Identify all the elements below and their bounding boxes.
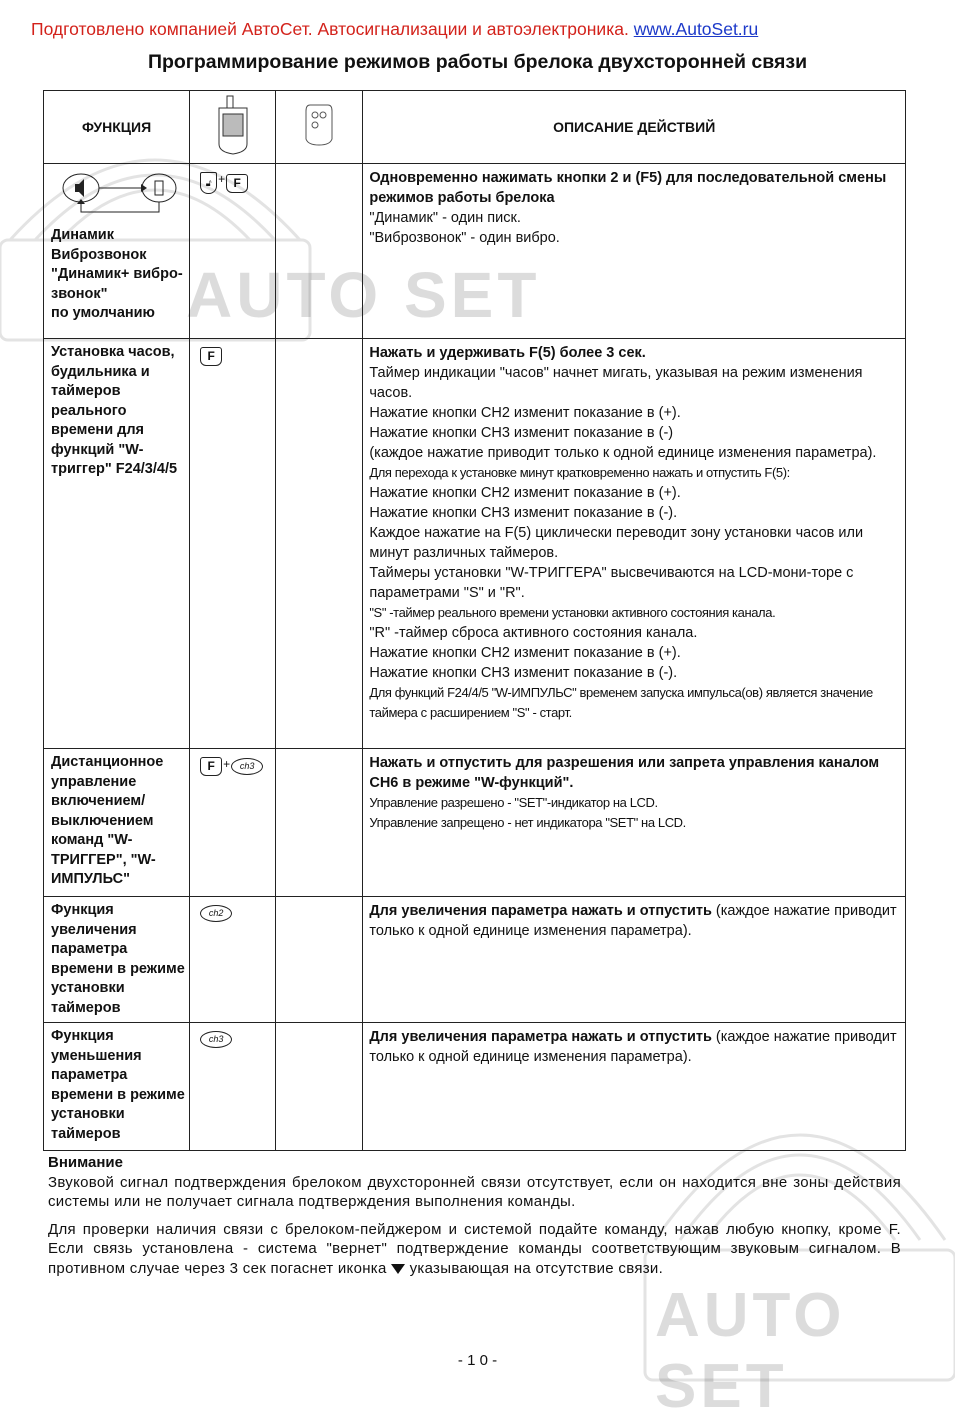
antenna-icon (391, 1264, 405, 1274)
lock-button-icon: 🔓︎ (200, 172, 217, 194)
keyfob-icon (304, 103, 334, 147)
col-function-header: ФУНКЦИЯ (44, 91, 190, 164)
functions-table (43, 90, 906, 1151)
button-combo-cell (190, 1023, 276, 1151)
button-combo-cell: 🔓︎ + F (190, 164, 276, 339)
description-cell (363, 897, 906, 1023)
table-row (44, 339, 906, 749)
empty-cell (276, 749, 363, 897)
description-bold: Нажать и отпустить для разрешения или запрета управления каналом CH6 в режиме "W-функций". (369, 755, 880, 791)
keyfob-pager-image (190, 91, 276, 164)
description-line: Управление запрещено - нет индикатора "SET" на LCD. (369, 815, 686, 830)
description-line: Нажатие кнопки CH3 изменит показание в (-). (369, 505, 678, 521)
autoset-watermark-text-bottom: AUTO SET (655, 1281, 846, 1421)
description-line: Управление разрешено - "SET"-индикатор на LCD. (369, 795, 658, 810)
button-combo-cell: F + ch3 (190, 749, 276, 897)
autoset-link[interactable]: www.AutoSet.ru (633, 19, 759, 39)
description-rest: (каждое нажатие приводит только к одной единице изменения параметра). (369, 1029, 897, 1065)
notice-paragraph-2-end: указывающая на отсутствие связи. (409, 1259, 664, 1277)
speaker-vibro-cycle-icon (59, 170, 179, 222)
description-cell (363, 339, 906, 749)
button-combo-cell (190, 897, 276, 1023)
empty-cell (276, 1023, 363, 1151)
table-row (44, 1023, 906, 1151)
f-button-icon: F (200, 757, 222, 776)
notice-paragraph-2-text: Для проверки наличия связи с брелоком-пейджером и системой подайте команду, нажав любую кнопку, кроме F. Если связь установлена - система "вернет" подтверждение команды соответствующим звуковым сигналом. В противном случае через 3 сек погаснет иконка (48, 1220, 901, 1277)
table-row (44, 897, 906, 1023)
header-note-text: Подготовлено компанией АвтоСет. Автосигнализации и автоэлектроника. (31, 19, 629, 39)
description-line: "Виброзвонок" - один вибро. (369, 230, 560, 246)
description-line: Нажатие кнопки CH2 изменит показание в (+). (369, 645, 681, 661)
col-description-header: ОПИСАНИЕ ДЕЙСТВИЙ (363, 91, 906, 164)
function-cell: Дистанционное управление включением/ выключением команд "W-ТРИГГЕР", "W-ИМПУЛЬС" (44, 749, 190, 897)
autoset-watermark-text: AUTO SET (186, 259, 541, 331)
table-row (44, 749, 906, 897)
empty-cell (276, 339, 363, 749)
page-title: Программирование режимов работы брелока двухсторонней связи (147, 51, 808, 73)
description-line: (каждое нажатие приводит только к одной единице изменения параметра). (369, 445, 877, 461)
header-note (0, 19, 955, 40)
function-cell: Функция увеличения параметра времени в режиме установки таймеров (44, 897, 190, 1023)
ch3-button-icon: ch3 (231, 758, 263, 775)
table-header-row (44, 91, 906, 164)
function-label-2: Виброзвонок (51, 246, 147, 263)
notice-paragraph-2 (48, 1220, 901, 1279)
description-rest: (каждое нажатие приводит только к одной единице изменения параметра). (369, 903, 897, 939)
function-cell: Установка часов, будильника и таймеров реального времени для функций "W-триггер" F24/3/4/5 (44, 339, 190, 749)
notice-paragraph-1: Звуковой сигнал подтверждения брелоком двухсторонней связи отсутствует, если он находится вне зоны действия системы или не получает сигнала подтверждения выполнения команды. (48, 1173, 901, 1210)
description-line: Для перехода к установке минут кратковременно нажать и отпустить F(5): (369, 465, 790, 480)
description-line: "R" -таймер сброса активного состояния канала. (369, 625, 698, 641)
description-line: Нажатие кнопки CH2 изменит показание в (+). (369, 405, 681, 421)
description-line: Таймеры установки "W-ТРИГГЕРА" высвечиваются на LCD-мони-торе с параметрами "S" и "R". (369, 565, 854, 601)
pager-keyfob-icon (213, 94, 253, 156)
keyfob-simple-image (276, 91, 363, 164)
f-button-icon: F (226, 174, 248, 193)
ch3-button-icon: ch3 (200, 1031, 232, 1048)
description-line: Нажатие кнопки CH3 изменит показание в (-) (369, 425, 674, 441)
empty-cell (276, 897, 363, 1023)
empty-cell (276, 164, 363, 339)
function-label-4: по умолчанию (51, 305, 155, 321)
description-bold: Одновременно нажимать кнопки 2 и (F5) для последовательной смены режимов работы брелока (369, 170, 887, 206)
description-line: Таймер индикации "часов" начнет мигать, указывая на режим изменения часов. (369, 365, 863, 401)
ch2-button-icon: ch2 (200, 905, 232, 922)
description-line: Для функций F24/4/5 "W-ИМПУЛЬС" временем запуска импульса(ов) является значение таймера с расширением "S" - старт. (369, 685, 873, 720)
description-line: Нажатие кнопки CH2 изменит показание в (+). (369, 485, 681, 501)
page-number: - 1 0 - (457, 1352, 498, 1369)
description-bold: Нажать и удерживать F(5) более 3 сек. (369, 345, 646, 361)
function-cell: Функция уменьшения параметра времени в режиме установки таймеров (44, 1023, 190, 1151)
description-line: "S" -таймер реального времени установки активного состояния канала. (369, 605, 776, 620)
description-cell (363, 1023, 906, 1151)
description-bold: Для увеличения параметра нажать и отпустить (369, 1029, 712, 1045)
description-line: "Динамик" - один писк. (369, 210, 521, 226)
description-bold: Для увеличения параметра нажать и отпустить (369, 903, 712, 919)
table-row (44, 164, 906, 339)
description-line: Нажатие кнопки CH3 изменит показание в (-). (369, 665, 678, 681)
function-cell (44, 164, 190, 339)
description-cell (363, 164, 906, 339)
description-line: Каждое нажатие на F(5) циклически переводит зону установки часов или минут различных таймеров. (369, 525, 864, 561)
button-combo-cell (190, 339, 276, 749)
description-cell (363, 749, 906, 897)
notice-section (48, 1153, 901, 1278)
f-button-icon: F (200, 347, 222, 366)
function-label-3: "Динамик+ виброзвонок" (51, 266, 183, 302)
function-label-1: Динамик (51, 227, 114, 243)
notice-heading: Внимание (48, 1154, 123, 1171)
